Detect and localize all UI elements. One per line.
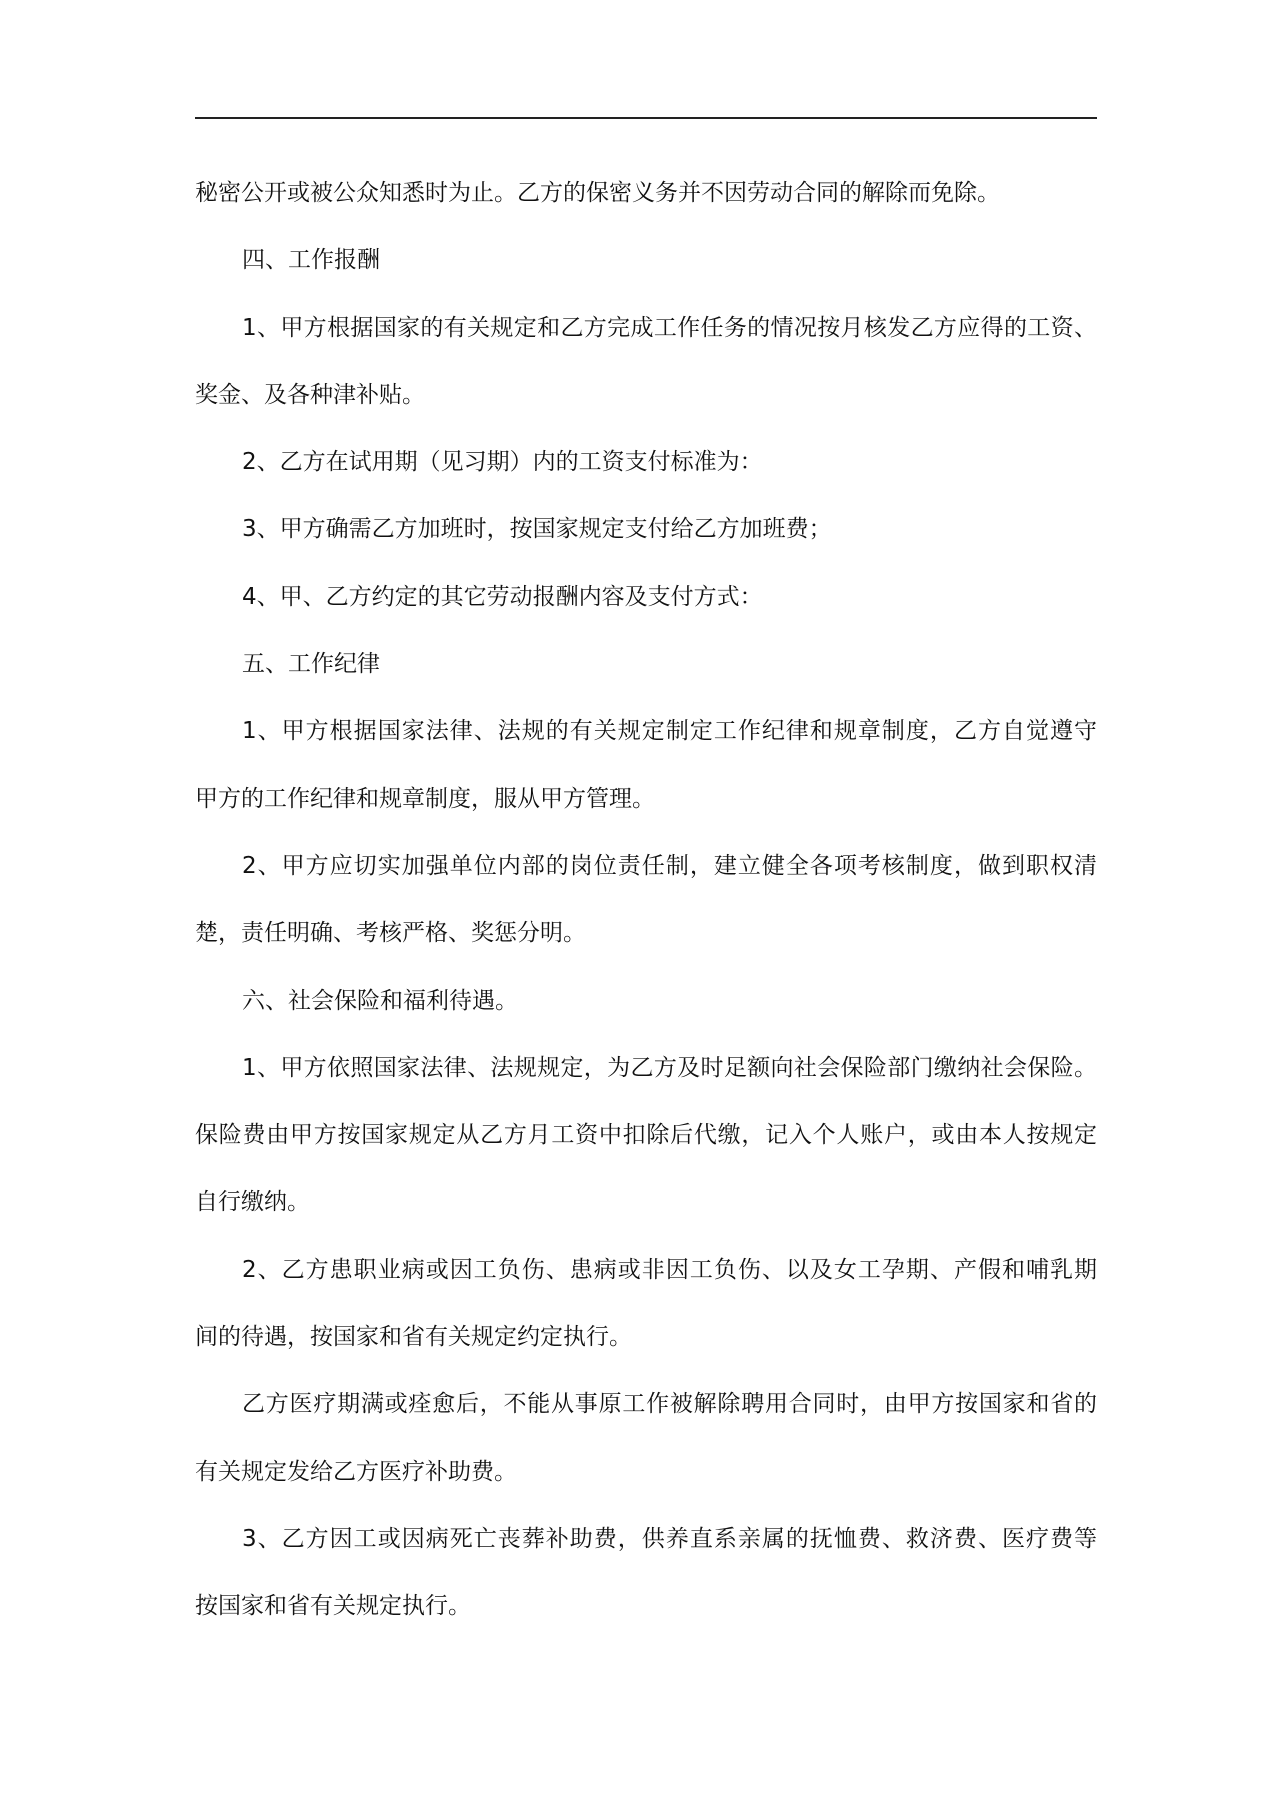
text-line: 甲方的工作纪律和规章制度，服从甲方管理。 bbox=[195, 785, 655, 812]
text-line: 保险费由甲方按国家规定从乙方月工资中扣除后代缴，记入个人账户，或由本人按规定 bbox=[195, 1122, 1097, 1149]
text-line: 秘密公开或被公众知悉时为止。乙方的保密义务并不因劳动合同的解除而免除。 bbox=[195, 180, 1000, 206]
text-line: 2、乙方在试用期（见习期）内的工资支付标准为： bbox=[242, 449, 763, 476]
text-line: 自行缴纳。 bbox=[195, 1189, 310, 1216]
text-line: 4、甲、乙方约定的其它劳动报酬内容及支付方式： bbox=[242, 583, 763, 610]
header-rule bbox=[195, 117, 1097, 119]
text-line: 有关规定发给乙方医疗补助费。 bbox=[195, 1458, 517, 1485]
text-line: 2、甲方应切实加强单位内部的岗位责任制，建立健全各项考核制度，做到职权清 bbox=[242, 852, 1097, 879]
document-body bbox=[195, 160, 1097, 1641]
text-line: 按国家和省有关规定执行。 bbox=[195, 1593, 471, 1620]
text-line: 3、乙方因工或因病死亡丧葬补助费，供养直系亲属的抚恤费、救济费、医疗费等 bbox=[242, 1525, 1097, 1552]
text-line: 楚，责任明确、考核严格、奖惩分明。 bbox=[195, 920, 586, 947]
text-line: 3、甲方确需乙方加班时，按国家规定支付给乙方加班费； bbox=[242, 516, 832, 543]
text-line: 2、乙方患职业病或因工负伤、患病或非因工负伤、以及女工孕期、产假和哺乳期 bbox=[242, 1256, 1097, 1283]
text-line: 奖金、及各种津补贴。 bbox=[195, 381, 425, 408]
text-line: 1、甲方依照国家法律、法规规定，为乙方及时足额向社会保险部门缴纳社会保险。 bbox=[242, 1054, 1097, 1081]
text-line: 1、甲方根据国家法律、法规的有关规定制定工作纪律和规章制度，乙方自觉遵守 bbox=[242, 718, 1097, 745]
text-line: 乙方医疗期满或痊愈后，不能从事原工作被解除聘用合同时，由甲方按国家和省的 bbox=[242, 1391, 1097, 1418]
text-line: 六、社会保险和福利待遇。 bbox=[242, 987, 518, 1014]
text-line: 五、工作纪律 bbox=[242, 651, 380, 678]
text-line: 间的待遇，按国家和省有关规定约定执行。 bbox=[195, 1324, 632, 1351]
text-line: 四、工作报酬 bbox=[242, 247, 380, 274]
text-line: 1、甲方根据国家的有关规定和乙方完成工作任务的情况按月核发乙方应得的工资、 bbox=[242, 314, 1097, 341]
